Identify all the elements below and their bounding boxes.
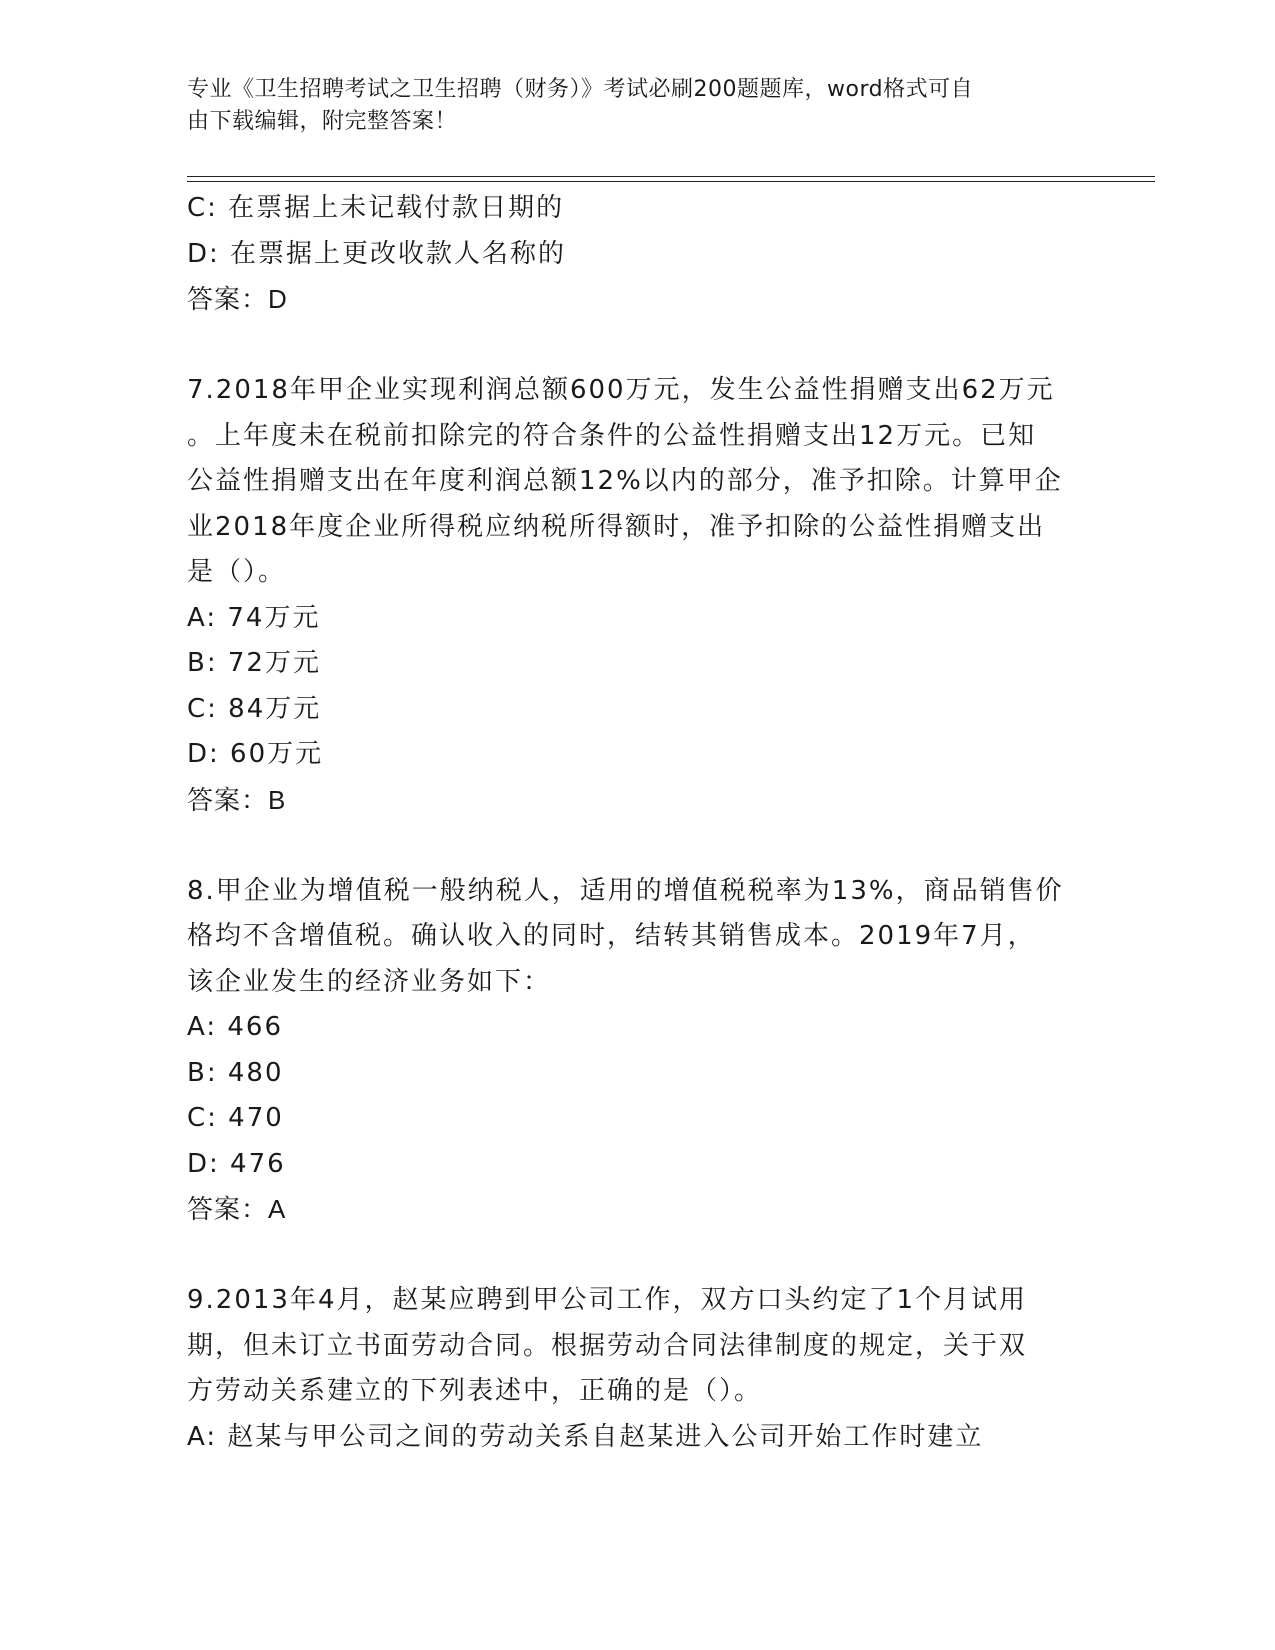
option-c: C: 84万元	[187, 693, 322, 724]
option-a: A: 74万元	[187, 602, 321, 633]
header-line-2: 由下载编辑，附完整答案！	[187, 109, 458, 134]
header-rule-top	[187, 176, 1155, 177]
document-header	[187, 74, 1067, 138]
option-d: D: 60万元	[187, 739, 324, 769]
answer: 答案：B	[187, 784, 287, 815]
option-a: A: 赵某与甲公司之间的劳动关系自赵某进入公司开始工作时建立	[187, 1421, 984, 1452]
question-9	[187, 1278, 1077, 1460]
stem-line: 。上年度未在税前扣除完的符合条件的公益性捐赠支出12万元。已知	[187, 420, 1037, 451]
header-rule-bottom	[187, 181, 1155, 182]
question-list	[187, 186, 1077, 1460]
stem-line: 该企业发生的经济业务如下：	[187, 966, 552, 997]
question-7	[187, 368, 1077, 823]
option-d: D: 在票据上更改收款人名称的	[187, 238, 567, 269]
option-a: A: 466	[187, 1012, 283, 1042]
spacer	[187, 823, 1077, 869]
stem-line: 期，但未订立书面劳动合同。根据劳动合同法律制度的规定，关于双	[187, 1330, 1028, 1361]
question-stem	[187, 368, 1077, 596]
answer: 答案：A	[187, 1194, 287, 1224]
option-c: C: 在票据上未记载付款日期的	[187, 193, 565, 223]
stem-line: 公益性捐赠支出在年度利润总额12%以内的部分，准予扣除。计算甲企	[187, 466, 1063, 496]
spacer	[187, 1233, 1077, 1279]
stem-line: 9.2013年4月，赵某应聘到甲公司工作，双方口头约定了1个月试用	[187, 1285, 1028, 1315]
spacer	[187, 323, 1077, 369]
stem-line: 业2018年度企业所得税应纳税所得额时，准予扣除的公益性捐赠支出	[187, 511, 1046, 542]
stem-line: 8.甲企业为增值税一般纳税人，适用的增值税税率为13%，商品销售价	[187, 875, 1064, 906]
answer: 答案：D	[187, 284, 288, 314]
header-line-1: 专业《卫生招聘考试之卫生招聘（财务）》考试必刷200题题库，word格式可自	[187, 77, 974, 102]
option-d: D: 476	[187, 1148, 286, 1179]
option-c: C: 470	[187, 1103, 284, 1133]
stem-line: 是（）。	[187, 557, 287, 587]
option-b: B: 480	[187, 1057, 284, 1088]
stem-line: 7.2018年甲企业实现利润总额600万元，发生公益性捐赠支出62万元	[187, 375, 1055, 405]
question-stem	[187, 1278, 1077, 1415]
question-stem	[187, 869, 1077, 1006]
question-8	[187, 869, 1077, 1233]
question-6-tail	[187, 186, 1077, 323]
option-b: B: 72万元	[187, 648, 321, 678]
stem-line: 方劳动关系建立的下列表述中，正确的是（）。	[187, 1376, 763, 1406]
stem-line: 格均不含增值税。确认收入的同时，结转其销售成本。2019年7月，	[187, 921, 1036, 951]
